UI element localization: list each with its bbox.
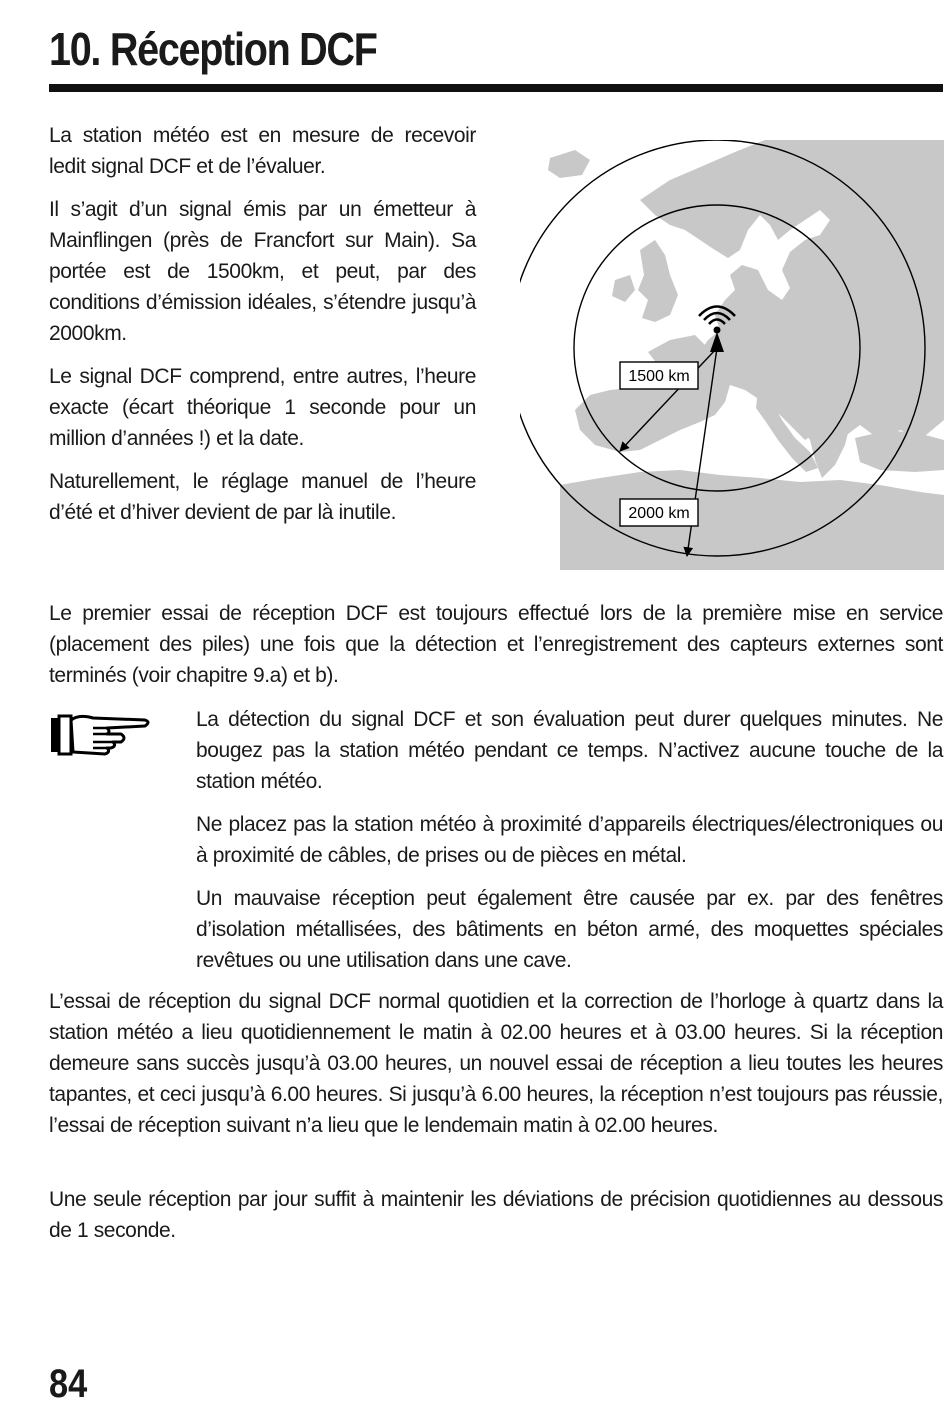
page-title: 10. Réception DCF (49, 23, 377, 75)
intro-paragraph-3: Le signal DCF comprend, entre autres, l’heure exacte (écart théorique 1 seconde pour un million d’années !) et la date. (49, 365, 476, 450)
intro-column (49, 120, 476, 540)
europe-landmass (548, 140, 944, 570)
note-block (196, 704, 943, 988)
intro-paragraph-4: Naturellement, le réglage manuel de l’heure d’été et d’hiver devient de par là inutile. (49, 470, 476, 524)
note-paragraph-2: Ne placez pas la station météo à proximité d’appareils électriques/électroniques ou à proximité de câbles, de prises ou de pièces en métal. (196, 813, 943, 867)
title-rule (49, 84, 943, 92)
note-paragraph-3: Un mauvaise réception peut également être causée par ex. par des fenêtres d’isolation métallisées, des bâtiments en béton armé, des moquettes spéciales revêtues ou une utilisation dans une cave. (196, 887, 943, 972)
page-number: 84 (49, 1362, 88, 1406)
dcf-range-map (520, 140, 944, 570)
intro-paragraph-1: La station météo est en mesure de recevoir ledit signal DCF et de l’évaluer. (49, 124, 476, 178)
body-paragraph-3: Une seule réception par jour suffit à maintenir les déviations de précision quotidiennes au dessous de 1 seconde. (49, 1188, 943, 1242)
body-paragraph-2: L’essai de réception du signal DCF normal quotidien et la correction de l’horloge à quartz dans la station météo a lieu quotidiennement le matin à 02.00 heures et à 03.00 heures. Si la réception demeure sans succès jusqu’à 03.00 heures, un nouvel essai de réception a lieu toutes les heures tapantes, et ceci jusqu’à 6.00 heures. Si jusqu’à 6.00 heures, la réception n’est toujours pas réussie, l’essai de réception suivant n’a lieu que le lendemain matin à 02.00 heures. (49, 990, 943, 1137)
label-2000-text: 2000 km (628, 505, 690, 522)
body-paragraph-1: Le premier essai de réception DCF est toujours effectué lors de la première mise en service (placement des piles) une fois que la détection et l’enregistrement des capteurs externes sont terminés (voir chapitre 9.a) et b). (49, 602, 943, 687)
intro-paragraph-2: Il s’agit d’un signal émis par un émetteur à Mainflingen (près de Francfort sur Main). Sa portée est de 1500km, et peut, par des conditions d’émission idéales, s’étendre jusqu’à 2000km. (49, 198, 476, 345)
label-2000-box (620, 499, 698, 526)
note-paragraph-1: La détection du signal DCF et son évaluation peut durer quelques minutes. Ne bougez pas la station météo pendant ce temps. N’activez aucune touche de la station météo. (196, 708, 943, 793)
label-1500-text: 1500 km (628, 368, 690, 385)
label-1500-box (620, 362, 698, 389)
pointing-hand-icon (49, 710, 153, 758)
